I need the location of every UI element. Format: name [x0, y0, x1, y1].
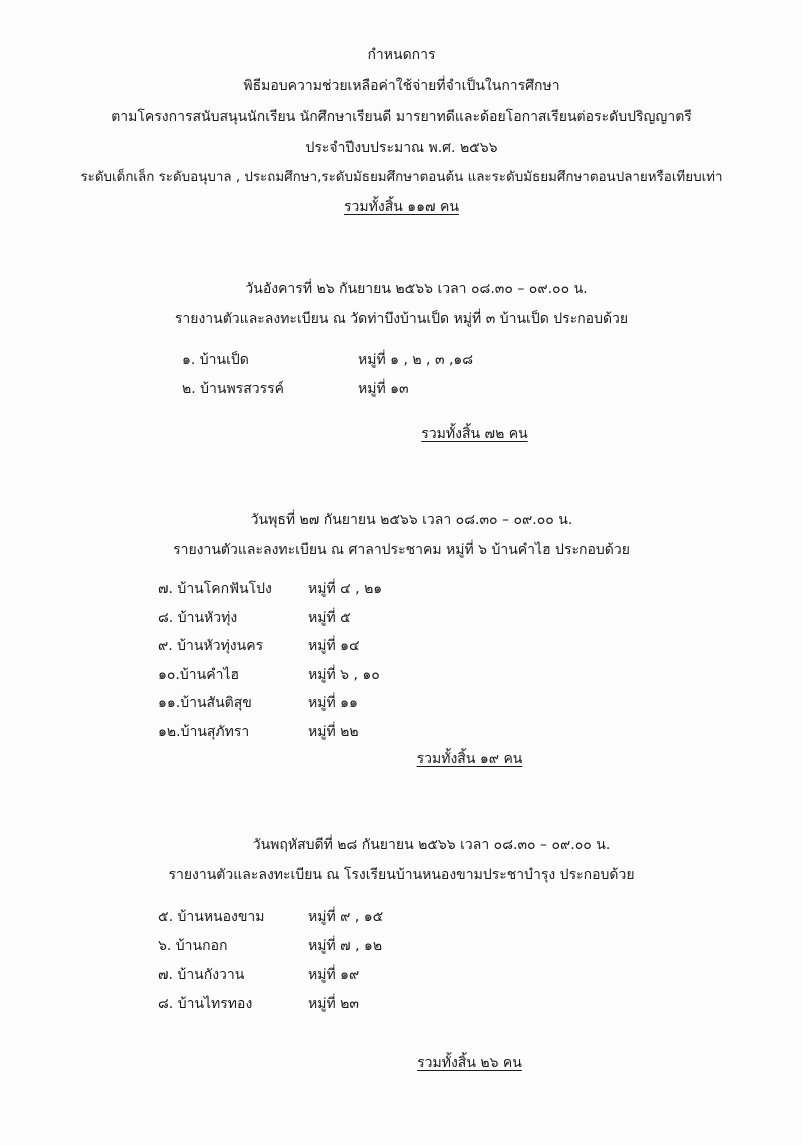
village-name: ๙. บ้านหัวทุ่งนคร [158, 638, 264, 654]
village-moo: หมู่ที่ ๑ , ๒ , ๓ ,๑๘ [358, 352, 474, 368]
section-1-total: รวมทั้งสิ้น ๗๒ คน [421, 426, 528, 442]
section-3-total: รวมทั้งสิ้น ๒๖ คน [417, 1055, 522, 1071]
village-moo: หมู่ที่ ๑๔ [308, 638, 360, 654]
village-moo: หมู่ที่ ๒๓ [308, 996, 359, 1012]
section-3-date: วันพฤหัสบดีที่ ๒๘ กันยายน ๒๕๖๖ เวลา ๐๘.๓๐ – ๐๙.๐๐ น. [252, 837, 611, 853]
village-moo: หมู่ที่ ๔ , ๒๑ [308, 581, 383, 597]
village-name: ๑๑.บ้านสันติสุข [158, 695, 252, 711]
village-moo: หมู่ที่ ๙ , ๑๕ [308, 909, 384, 925]
fiscal-year: ประจำปีงบประมาณ พ.ศ. ๒๕๖๖ [305, 140, 498, 156]
village-moo: หมู่ที่ ๑๑ [308, 695, 358, 711]
section-1-date: วันอังคารที่ ๒๖ กันยายน ๒๕๖๖ เวลา ๐๘.๓๐ – ๐๙.๐๐ น. [245, 281, 588, 297]
village-moo: หมู่ที่ ๑๙ [308, 967, 360, 983]
village-moo: หมู่ที่ ๗ , ๑๒ [308, 938, 383, 954]
section-2-date: วันพุธที่ ๒๗ กันยายน ๒๕๖๖ เวลา ๐๘.๓๐ – ๐๙.๐๐ น. [250, 512, 573, 528]
village-name: ๑๐.บ้านคำไฮ [158, 667, 240, 683]
village-name: ๘. บ้านไทรทอง [158, 996, 253, 1012]
section-3-venue: รายงานตัวและลงทะเบียน ณ โรงเรียนบ้านหนองขามประชาบำรุง ประกอบด้วย [168, 867, 635, 883]
section-1-venue: รายงานตัวและลงทะเบียน ณ วัดท่าบึงบ้านเป็ด หมู่ที่ ๓ บ้านเป็ด ประกอบด้วย [174, 311, 629, 327]
doc-title: กำหนดการ [367, 47, 436, 63]
village-moo: หมู่ที่ ๕ [308, 610, 351, 626]
education-levels: ระดับเด็กเล็ก ระดับอนุบาล , ประถมศึกษา,ระดับมัธยมศึกษาตอนต้น และระดับมัธยมศึกษาตอนปลายหรือเทียบเท่า [80, 170, 723, 185]
village-name: ๖. บ้านกอก [158, 938, 228, 954]
village-name: ๑. บ้านเป็ด [182, 352, 249, 368]
village-name: ๗. บ้านกังวาน [158, 967, 245, 983]
village-name: ๒. บ้านพรสวรรค์ [182, 381, 285, 397]
section-2-total: รวมทั้งสิ้น ๑๙ คน [416, 751, 523, 767]
ceremony-title: พิธีมอบความช่วยเหลือค่าใช้จ่ายที่จำเป็นในการศึกษา [243, 78, 560, 94]
village-name: ๗. บ้านโคกฟันโปง [158, 581, 272, 597]
village-name: ๑๒.บ้านสุภัทรา [158, 724, 250, 740]
village-moo: หมู่ที่ ๑๓ [358, 381, 409, 397]
village-name: ๕. บ้านหนองขาม [158, 909, 265, 925]
project-title: ตามโครงการสนับสนุนนักเรียน นักศึกษาเรียนดี มารยาทดีและด้อยโอกาสเรียนต่อระดับปริญญาตรี [111, 109, 692, 125]
grand-total: รวมทั้งสิ้น ๑๑๗ คน [344, 199, 459, 215]
village-moo: หมู่ที่ ๒๒ [308, 724, 359, 740]
village-moo: หมู่ที่ ๖ , ๑๐ [308, 667, 380, 683]
section-2-venue: รายงานตัวและลงทะเบียน ณ ศาลาประชาคม หมู่ที่ ๖ บ้านคำไฮ ประกอบด้วย [173, 542, 630, 558]
village-name: ๘. บ้านหัวทุ่ง [158, 610, 238, 626]
